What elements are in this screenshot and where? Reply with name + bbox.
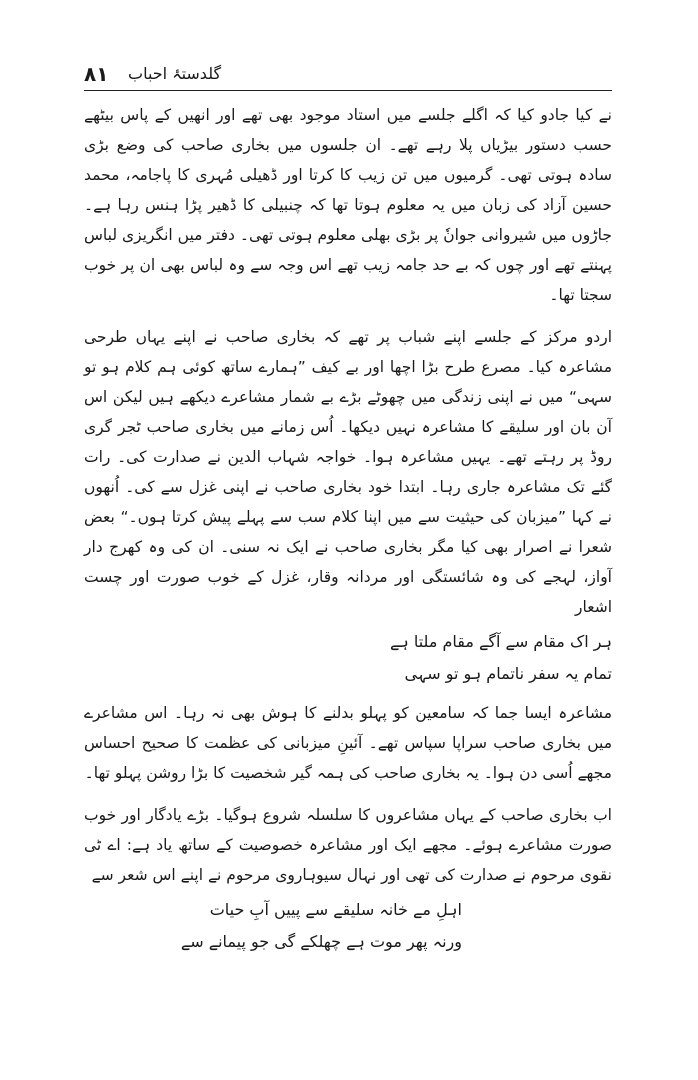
page-number: ۸۱ <box>84 62 109 86</box>
verse-line: اہلِ مے خانہ سلیقے سے پییں آبِ حیات <box>209 900 462 919</box>
running-header <box>84 60 612 91</box>
paragraph-4: اب بخاری صاحب کے یہاں مشاعروں کا سلسلہ شروع ہوگیا۔ بڑے یادگار اور خوب صورت مشاعرے ہوئے۔ مجھے ایک اور مشاعرہ خصوصیت کے ساتھ یاد ہے: اے ٹی نقوی مرحوم نے صدارت کی تھی اور نہال سیوہاروی مرحوم نے اپنے اس شعر سے <box>84 806 612 884</box>
verse-line: ورنہ پھر موت ہے چھلکے گی جو پیمانے سے <box>180 932 462 951</box>
paragraph-1: نے کیا جادو کیا کہ اگلے جلسے میں استاد موجود بھی تھے اور انھیں کے پاس بیٹھے حسب دستور بیڑیاں پلا رہے تھے۔ ان جلسوں میں بخاری صاحب کی وضع بڑی سادہ ہوتی تھی۔ گرمیوں میں تن زیب کا کرتا اور ڈھیلی مُہری کا پاجامہ، محمد حسین آزاد کی زبان میں یہ معلوم ہوتا تھا کہ چنبیلی کا ڈھیر پڑا ہنس رہا ہے۔ جاڑوں میں شیروانی جوانٗ پر بڑی بھلی معلوم ہوتی تھی۔ دفتر میں انگریزی لباس پہنتے تھے اور چوں کہ بے حد جامہ زیب تھے اس وجہ سے وہ لباس بھی ان پر خوب سجتا تھا۔ <box>84 106 612 304</box>
verse-line: تمام یہ سفر ناتمام ہو تو سہی <box>404 664 612 683</box>
verse-line: ہر اک مقام سے آگے مقام ملتا ہے <box>390 632 612 651</box>
verse-block-2 <box>84 894 612 958</box>
paragraph-3: مشاعرہ ایسا جما کہ سامعین کو پہلو بدلنے کا ہوش بھی نہ رہا۔ اس مشاعرے میں بخاری صاحب سراپا سپاس تھے۔ آئینِ میزبانی کی عظمت کا صحیح احساس مجھے اُسی دن ہوا۔ یہ بخاری صاحب کی ہمہ گیر شخصیت کا بڑا روشن پہلو تھا۔ <box>84 704 612 782</box>
verse-block-1 <box>84 626 612 690</box>
book-title: گلدستۂ احباب <box>128 64 222 83</box>
paragraph-2: اردو مرکز کے جلسے اپنے شباب پر تھے کہ بخاری صاحب نے اپنے یہاں طرحی مشاعرہ کیا۔ مصرع طرح بڑا اچھا اور بے کیف ”ہمارے ساتھ کوئی ہم کلام ہو تو سہی“ میں نے اپنی زندگی میں چھوٹے بڑے بے شمار مشاعرے دیکھے ہیں لیکن اس آن بان اور سلیقے کا مشاعرہ نہیں دیکھا۔ اُس زمانے میں بخاری صاحب ٹجر گری روڈ پر رہتے تھے۔ یہیں مشاعرہ ہوا۔ خواجہ شہاب الدین نے صدارت کی۔ رات گئے تک مشاعرہ جاری رہا۔ ابتدا خود بخاری صاحب نے اپنی غزل سے کی۔ اُنھوں نے کہا ”میزبان کی حیثیت سے میں اپنا کلام سب سے پہلے پیش کرتا ہوں۔“ بعض شعرا نے اصرار بھی کیا مگر بخاری صاحب نے ایک نہ سنی۔ ان کی وہ کھرج دار آواز، لہجے کی وہ شائستگی اور مردانہ وقار، غزل کے خوب صورت اور چست اشعار <box>84 328 612 616</box>
page-body <box>84 100 612 966</box>
